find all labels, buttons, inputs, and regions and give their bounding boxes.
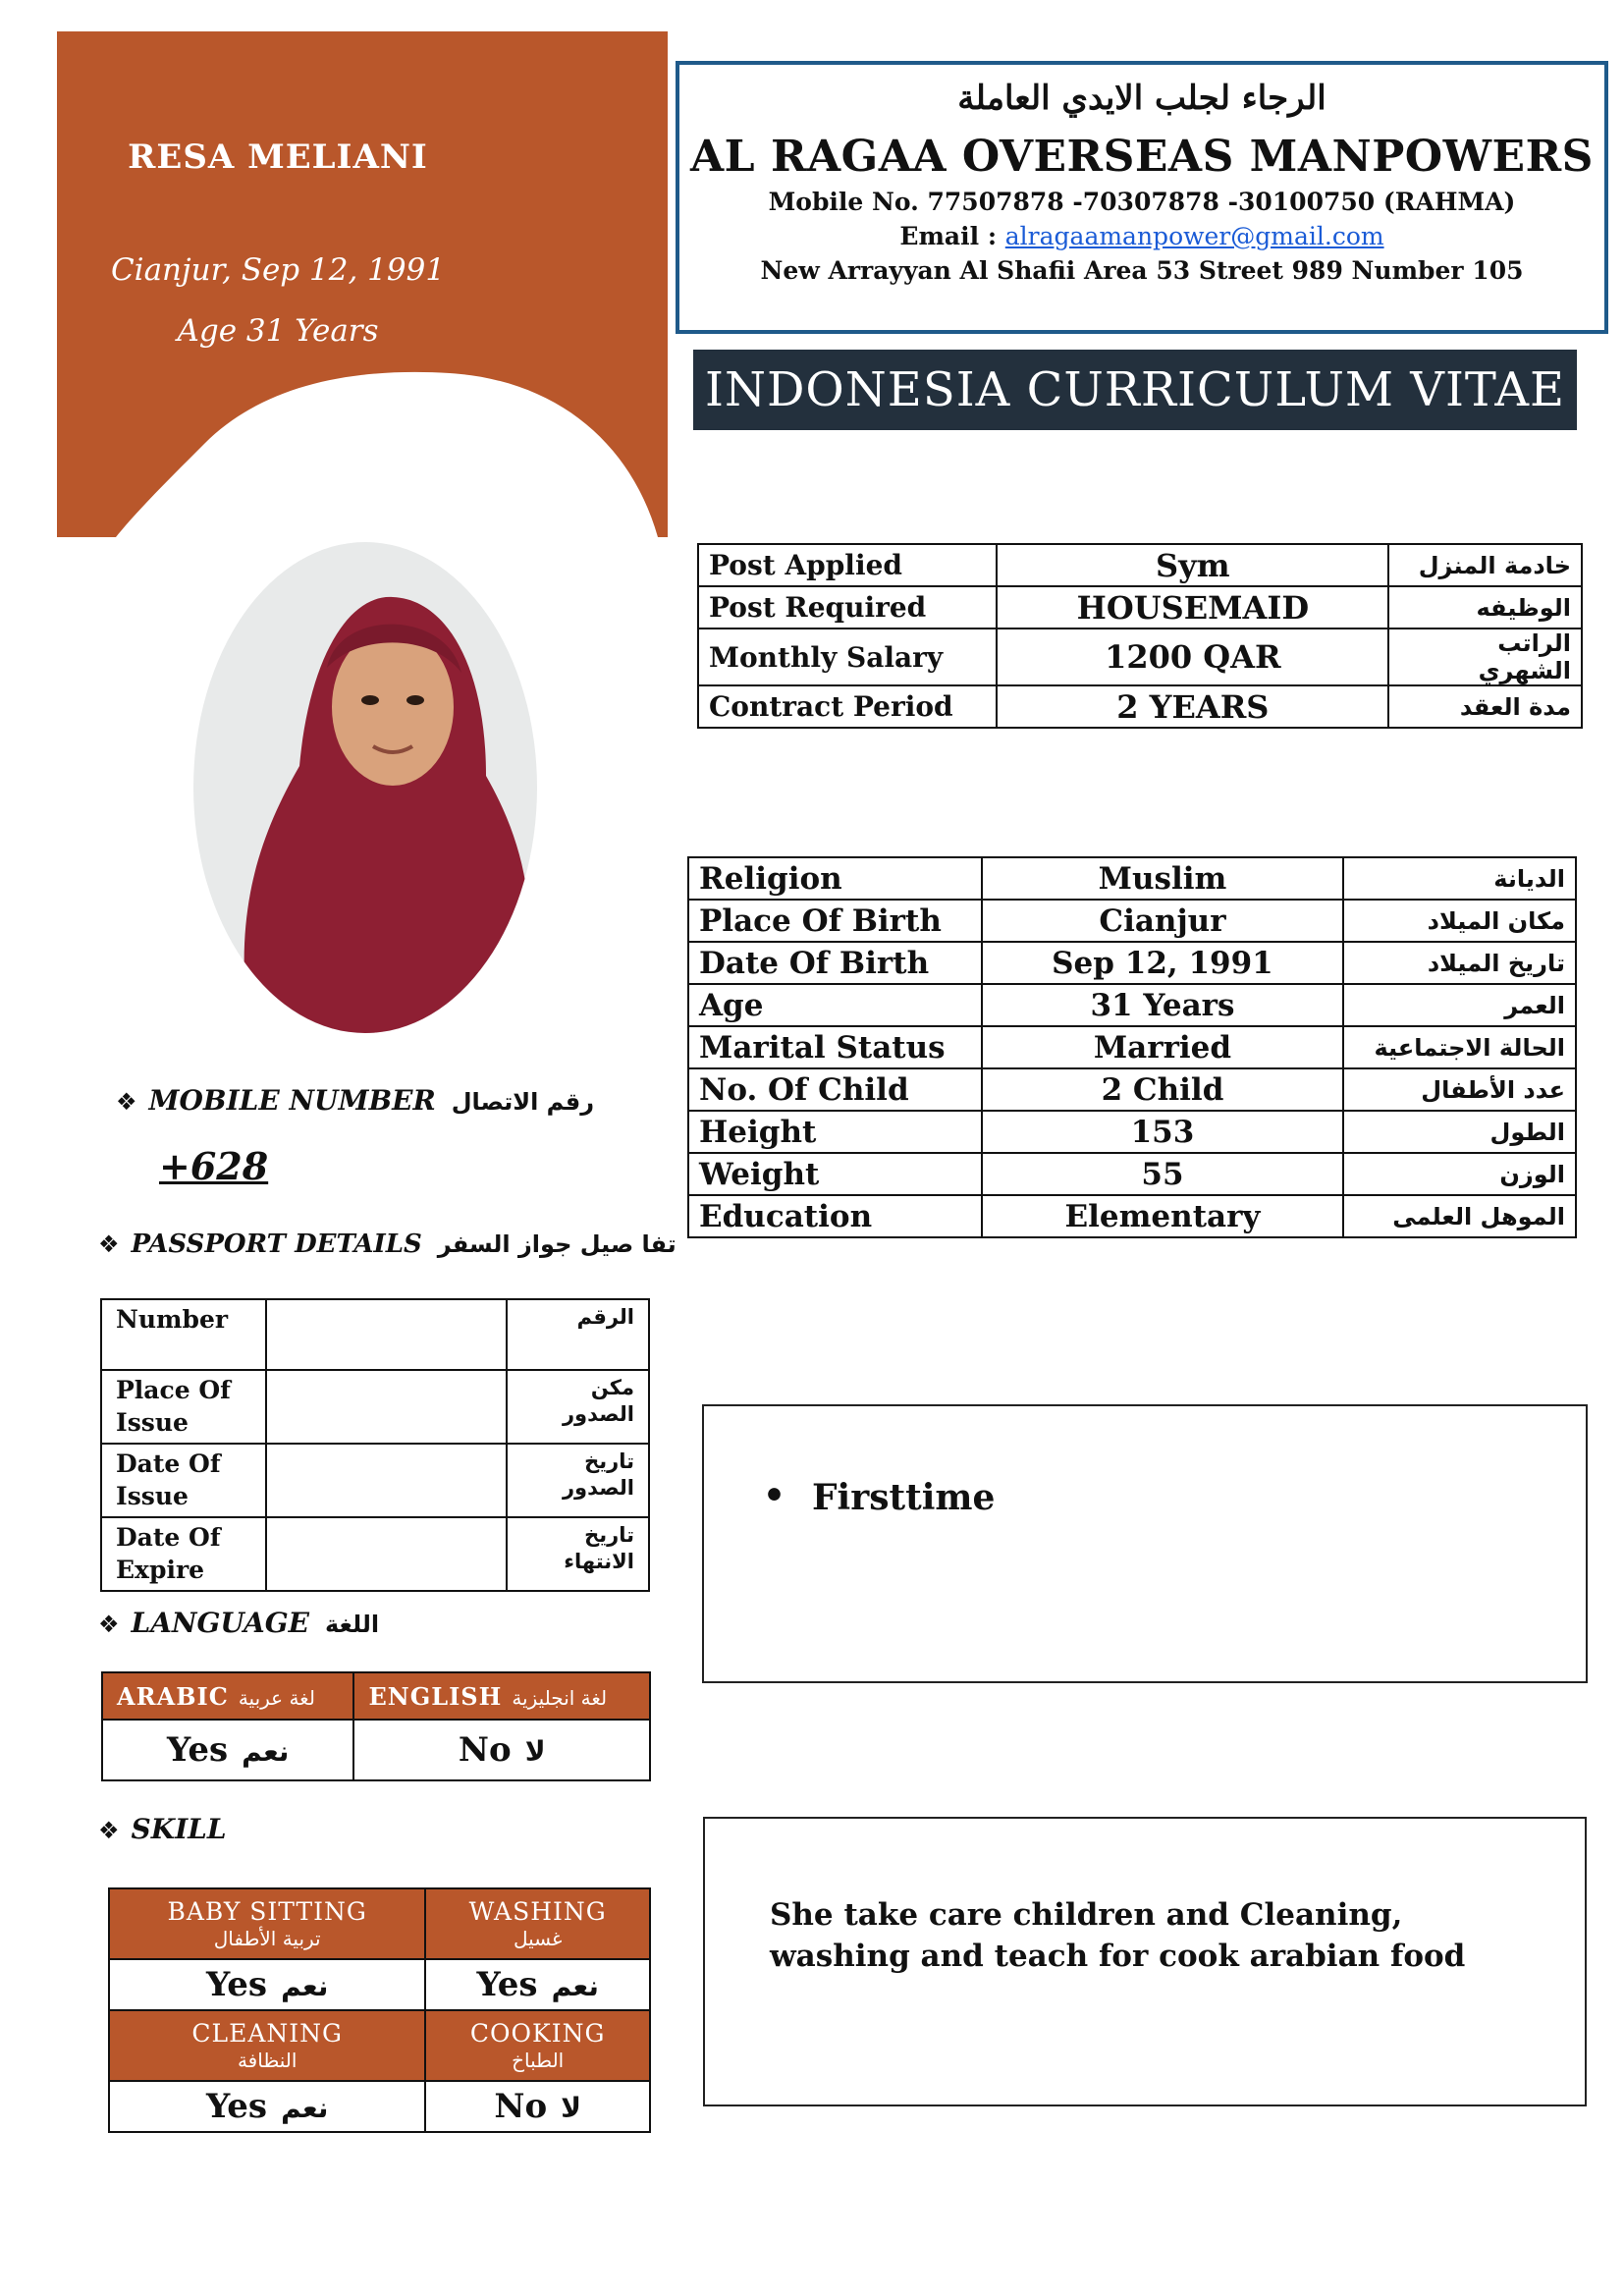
experience-banner-label-ar: الخبرة العملية — [1053, 1311, 1211, 1343]
passport-table — [100, 1298, 650, 1592]
general-row-value: Elementary — [982, 1195, 1342, 1237]
employment-table — [697, 543, 1583, 729]
skill-name: COOKING — [469, 2019, 606, 2048]
skill-table — [108, 1887, 651, 2133]
language-table — [101, 1671, 651, 1781]
skill-value: Yes — [205, 1965, 268, 2004]
passport-row-label: Date Of Expire — [101, 1517, 266, 1591]
passport-row-value — [266, 1370, 507, 1444]
skill-value-row — [109, 2081, 650, 2132]
agency-name-ar: الرجاء لجلب الايدي العاملة — [957, 79, 1326, 118]
skill-name-ar: الطباخ — [512, 2049, 565, 2072]
general-row-value: 55 — [982, 1153, 1342, 1195]
employment-row-label: Monthly Salary — [698, 629, 997, 685]
skill-header-row — [109, 1888, 650, 1959]
skill-value-cell — [425, 2081, 650, 2132]
employment-row-label: Post Applied — [698, 544, 997, 586]
general-row-value: 2 Child — [982, 1068, 1342, 1111]
employment-row — [698, 544, 1582, 586]
about-text: She take care children and Cleaning, washing and teach for cook arabian food — [770, 1897, 1466, 1974]
bullet-icon: ❖ — [98, 1817, 120, 1844]
skill-value-ar: نعم — [281, 2092, 329, 2124]
employment-row — [698, 629, 1582, 685]
candidate-birth-line: Cianjur, Sep 12, 1991 — [110, 252, 446, 288]
skill-value: No — [494, 2087, 548, 2126]
general-row-label: Age — [688, 984, 982, 1026]
employment-row-value: 1200 QAR — [997, 629, 1388, 685]
general-row-value: Married — [982, 1026, 1342, 1068]
skill-value-ar: نعم — [551, 1970, 599, 2002]
experience-banner — [665, 1293, 1321, 1360]
employment-row-label-ar: مدة العقد — [1388, 685, 1582, 728]
bullet-icon: ❖ — [116, 1088, 137, 1116]
general-banner-label: GENERAL DETAILS — [690, 769, 1001, 804]
passport-row-value — [266, 1299, 507, 1370]
employment-row-value: Sym — [997, 544, 1388, 586]
experience-item: • Firsttime — [812, 1477, 995, 1518]
general-row — [688, 857, 1576, 900]
language-value: No — [458, 1730, 512, 1770]
employment-banner — [660, 452, 1563, 509]
skill-name: BABY SITTING — [167, 1897, 367, 1926]
passport-row-label: Number — [101, 1299, 266, 1370]
skill-value-cell — [109, 1959, 425, 2010]
employment-row-label-ar: الوظيفه — [1388, 586, 1582, 629]
skill-value-cell — [109, 2081, 425, 2132]
cv-title: INDONESIA CURRICULUM VITAE — [693, 350, 1577, 430]
general-row-label-ar: تاريخ الميلاد — [1343, 942, 1576, 984]
language-value-cell — [353, 1720, 650, 1780]
employment-row — [698, 586, 1582, 629]
employment-row-value: HOUSEMAID — [997, 586, 1388, 629]
general-row — [688, 942, 1576, 984]
skill-name-cell — [109, 1888, 425, 1959]
agency-email-line — [679, 222, 1604, 250]
language-name-ar: لغة انجليزية — [512, 1685, 608, 1710]
general-row-label-ar: الحالة الاجتماعية — [1343, 1026, 1576, 1068]
general-row-label: Religion — [688, 857, 982, 900]
general-row — [688, 1068, 1576, 1111]
candidate-photo — [191, 540, 540, 1036]
skill-name-cell — [425, 1888, 650, 1959]
general-row — [688, 1111, 1576, 1153]
language-header-row — [102, 1672, 650, 1720]
passport-row-label-ar: مكن الصدور — [507, 1370, 649, 1444]
passport-row — [101, 1517, 649, 1591]
language-name: ENGLISH — [368, 1681, 503, 1711]
employment-row-label-ar: خادمة المنزل — [1388, 544, 1582, 586]
general-row — [688, 1153, 1576, 1195]
employment-row-value: 2 YEARS — [997, 685, 1388, 728]
general-row-label-ar: الموهل العلمى — [1343, 1195, 1576, 1237]
passport-row-label-ar: الرقم — [507, 1299, 649, 1370]
candidate-name: RESA MELIANI — [128, 137, 428, 177]
general-table — [687, 856, 1577, 1238]
employment-row-label-ar: الراتب الشهري — [1388, 629, 1582, 685]
agency-name: AL RAGAA OVERSEAS MANPOWERS — [690, 132, 1594, 182]
general-row-value: Sep 12, 1991 — [982, 942, 1342, 984]
language-value: Yes — [167, 1730, 229, 1770]
skill-value-ar: نعم — [281, 1970, 329, 2002]
employment-banner-label: APPLICATION FOR EMPLOYMENT — [687, 463, 1238, 498]
language-value-ar: لا — [524, 1735, 546, 1768]
about-banner-label-ar: الملف الشخصي — [839, 1732, 1024, 1765]
general-row-label: Height — [688, 1111, 982, 1153]
about-banner — [664, 1715, 1174, 1781]
general-row-value: Cianjur — [982, 900, 1342, 942]
general-row-label: Marital Status — [688, 1026, 982, 1068]
general-row-label: No. Of Child — [688, 1068, 982, 1111]
general-row — [688, 900, 1576, 942]
skill-value-ar: لا — [561, 2092, 581, 2124]
skill-name-ar: النظافة — [237, 2049, 298, 2072]
agency-mobile: Mobile No. 77507878 -70307878 -30100750 (RAHMA) — [768, 188, 1516, 216]
general-row-value: Muslim — [982, 857, 1342, 900]
passport-row-label: Place Of Issue — [101, 1370, 266, 1444]
skill-name-ar: تربية الأطفال — [213, 1927, 321, 1950]
about-banner-label: ABOUT — [691, 1730, 807, 1766]
mobile-number: +628 — [159, 1144, 269, 1188]
skill-header-row — [109, 2010, 650, 2081]
agency-box — [676, 61, 1608, 334]
skill-value: Yes — [476, 1965, 538, 2004]
passport-row-label-ar: تاريخ الانتهاء — [507, 1517, 649, 1591]
general-row-label-ar: عدد الأطفال — [1343, 1068, 1576, 1111]
skill-name-ar: غسيل — [513, 1927, 563, 1950]
general-banner — [663, 758, 1468, 815]
general-row-label-ar: العمر — [1343, 984, 1576, 1026]
skill-name-cell — [109, 2010, 425, 2081]
general-row-label-ar: الوزن — [1343, 1153, 1576, 1195]
bullet-icon: ❖ — [98, 1230, 120, 1258]
candidate-header — [57, 31, 668, 537]
employment-row-label: Contract Period — [698, 685, 997, 728]
general-row — [688, 1026, 1576, 1068]
employment-row-label: Post Required — [698, 586, 997, 629]
general-row-label-ar: مكان الميلاد — [1343, 900, 1576, 942]
general-row-value: 31 Years — [982, 984, 1342, 1026]
general-row-label-ar: الطول — [1343, 1111, 1576, 1153]
passport-row — [101, 1299, 649, 1370]
language-label: ❖ LANGUAGE اللغة — [98, 1607, 380, 1639]
language-value-ar: نعم — [242, 1735, 290, 1768]
language-name: ARABIC — [117, 1681, 229, 1711]
passport-row-value — [266, 1444, 507, 1517]
language-value-cell — [102, 1720, 353, 1780]
skill-name: WASHING — [468, 1897, 607, 1926]
employment-banner-label-ar: أستمارة طلب عمل عامة — [1237, 465, 1521, 497]
skill-name: CLEANING — [191, 2019, 343, 2048]
skill-value-row — [109, 1959, 650, 2010]
employment-row — [698, 685, 1582, 728]
language-name-ar: لغة عربية — [238, 1685, 315, 1710]
general-banner-label-ar: معلومات عامة — [1034, 771, 1198, 803]
passport-row — [101, 1370, 649, 1444]
bullet-icon: ❖ — [98, 1611, 120, 1638]
general-row-label: Education — [688, 1195, 982, 1237]
passport-row — [101, 1444, 649, 1517]
skill-label: ❖ SKILL — [98, 1813, 227, 1845]
general-row-label: Weight — [688, 1153, 982, 1195]
passport-row-label-ar: تاريخ الصدور — [507, 1444, 649, 1517]
general-row-label: Date Of Birth — [688, 942, 982, 984]
passport-row-label: Date Of Issue — [101, 1444, 266, 1517]
language-name-cell — [102, 1672, 353, 1720]
general-row-value: 153 — [982, 1111, 1342, 1153]
agency-email-label: Email : — [899, 222, 998, 250]
language-name-cell — [353, 1672, 650, 1720]
skill-value-cell — [425, 1959, 650, 2010]
passport-row-value — [266, 1517, 507, 1591]
general-row-label: Place Of Birth — [688, 900, 982, 942]
experience-banner-label: WORK EXPERIENCE — [692, 1309, 1020, 1344]
experience-box — [702, 1404, 1588, 1683]
agency-address: New Arrayyan Al Shafii Area 53 Street 989 Number 105 — [760, 256, 1524, 285]
language-value-row — [102, 1720, 650, 1780]
general-row — [688, 984, 1576, 1026]
passport-label: ❖ PASSPORT DETAILS تفا صيل جواز السفر — [98, 1230, 677, 1259]
skill-name-cell — [425, 2010, 650, 2081]
candidate-age-line: Age 31 Years — [177, 313, 379, 349]
about-box — [703, 1817, 1587, 2106]
agency-email-link[interactable]: alragaamanpower@gmail.com — [1004, 222, 1384, 250]
general-row-label-ar: الديانة — [1343, 857, 1576, 900]
skill-value: Yes — [205, 2087, 268, 2126]
general-row — [688, 1195, 1576, 1237]
mobile-label: ❖ MOBILE NUMBER رقم الاتصال — [116, 1084, 595, 1117]
